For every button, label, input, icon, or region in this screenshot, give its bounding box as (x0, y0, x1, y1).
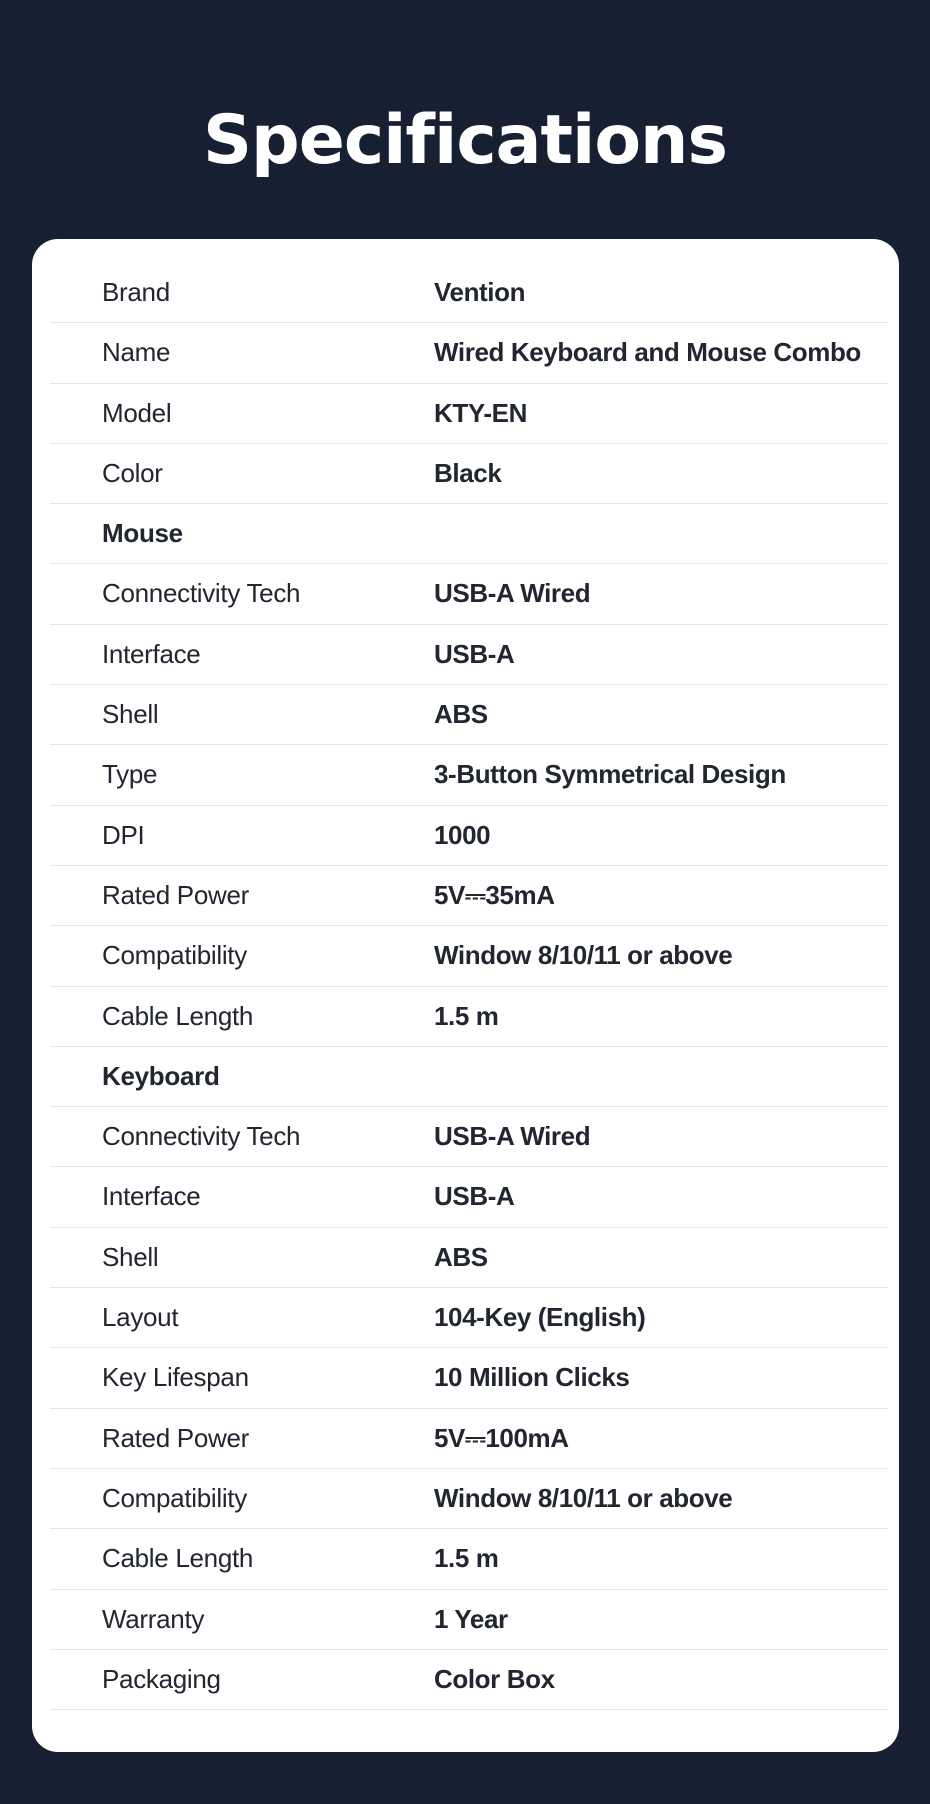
section-label: Mouse (102, 518, 183, 549)
spec-label: Type (102, 759, 158, 790)
spec-row-mouse-compatibility (50, 926, 888, 986)
spec-value: 1.5 m (434, 1543, 499, 1574)
spec-value: Window 8/10/11 or above (434, 940, 733, 971)
spec-value: USB-A Wired (434, 1121, 591, 1152)
spec-label: Layout (102, 1302, 179, 1333)
spec-card (32, 239, 899, 1752)
spec-label: Packaging (102, 1663, 221, 1694)
spec-value: Wired Keyboard and Mouse Combo (434, 337, 861, 368)
spec-row-keyboard-layout (50, 1288, 888, 1348)
spec-row-keyboard-compatibility (50, 1469, 888, 1529)
spec-label: Compatibility (102, 940, 247, 971)
spec-row-color (50, 444, 888, 504)
spec-value: USB-A (434, 638, 515, 669)
spec-value: Color Box (434, 1663, 555, 1694)
spec-value: 5V⎓35mA (434, 879, 555, 910)
spec-label: Cable Length (102, 1000, 254, 1031)
spec-value: Vention (434, 277, 526, 307)
spec-label: Interface (102, 1181, 201, 1212)
spec-row-warranty (50, 1590, 888, 1650)
spec-row-name (50, 323, 888, 383)
spec-row-model (50, 384, 888, 444)
spec-label: Shell (102, 1241, 159, 1272)
spec-label: DPI (102, 819, 145, 850)
spec-row-keyboard-connectivity (50, 1107, 888, 1167)
spec-row-keyboard-rated-power (50, 1409, 888, 1469)
spec-row-mouse-connectivity (50, 564, 888, 624)
spec-value: USB-A (434, 1181, 515, 1212)
section-heading-mouse (50, 504, 888, 564)
spec-label: Cable Length (102, 1543, 254, 1574)
spec-value: Black (434, 457, 502, 488)
spec-value: 1.5 m (434, 1000, 499, 1031)
section-heading-keyboard (50, 1047, 888, 1107)
spec-label: Rated Power (102, 879, 249, 910)
spec-value: 104-Key (English) (434, 1302, 646, 1333)
spec-row-mouse-interface (50, 625, 888, 685)
spec-row-mouse-rated-power (50, 866, 888, 926)
spec-label: Color (102, 457, 163, 488)
spec-row-brand (50, 263, 888, 323)
spec-row-keyboard-cable-length (50, 1529, 888, 1589)
spec-value: ABS (434, 699, 488, 730)
spec-label: Compatibility (102, 1482, 247, 1513)
spec-value: ABS (434, 1241, 488, 1272)
spec-label: Connectivity Tech (102, 578, 301, 609)
spec-value: USB-A Wired (434, 578, 591, 609)
spec-label: Rated Power (102, 1422, 249, 1453)
spec-value: 3-Button Symmetrical Design (434, 759, 786, 790)
spec-value: 1 Year (434, 1603, 508, 1634)
section-label: Keyboard (102, 1060, 220, 1091)
spec-value: Window 8/10/11 or above (434, 1482, 733, 1513)
spec-row-mouse-dpi (50, 806, 888, 866)
spec-row-mouse-shell (50, 685, 888, 745)
page-title: Specifications (203, 101, 727, 180)
spec-label: Key Lifespan (102, 1362, 249, 1393)
spec-row-keyboard-shell (50, 1228, 888, 1288)
spec-table (50, 263, 888, 1710)
spec-label: Interface (102, 638, 201, 669)
spec-label: Shell (102, 699, 159, 730)
spec-value: 5V⎓100mA (434, 1422, 569, 1453)
spec-row-keyboard-interface (50, 1167, 888, 1227)
spec-label: Name (102, 337, 171, 368)
spec-label: Warranty (102, 1603, 205, 1634)
spec-row-mouse-type (50, 745, 888, 805)
spec-label: Brand (102, 277, 170, 307)
spec-label: Model (102, 397, 172, 428)
spec-value: KTY-EN (434, 397, 527, 428)
spec-row-packaging (50, 1650, 888, 1710)
spec-row-mouse-cable-length (50, 987, 888, 1047)
spec-row-keyboard-key-lifespan (50, 1348, 888, 1408)
spec-label: Connectivity Tech (102, 1121, 301, 1152)
spec-value: 10 Million Clicks (434, 1362, 630, 1393)
spec-value: 1000 (434, 819, 491, 850)
